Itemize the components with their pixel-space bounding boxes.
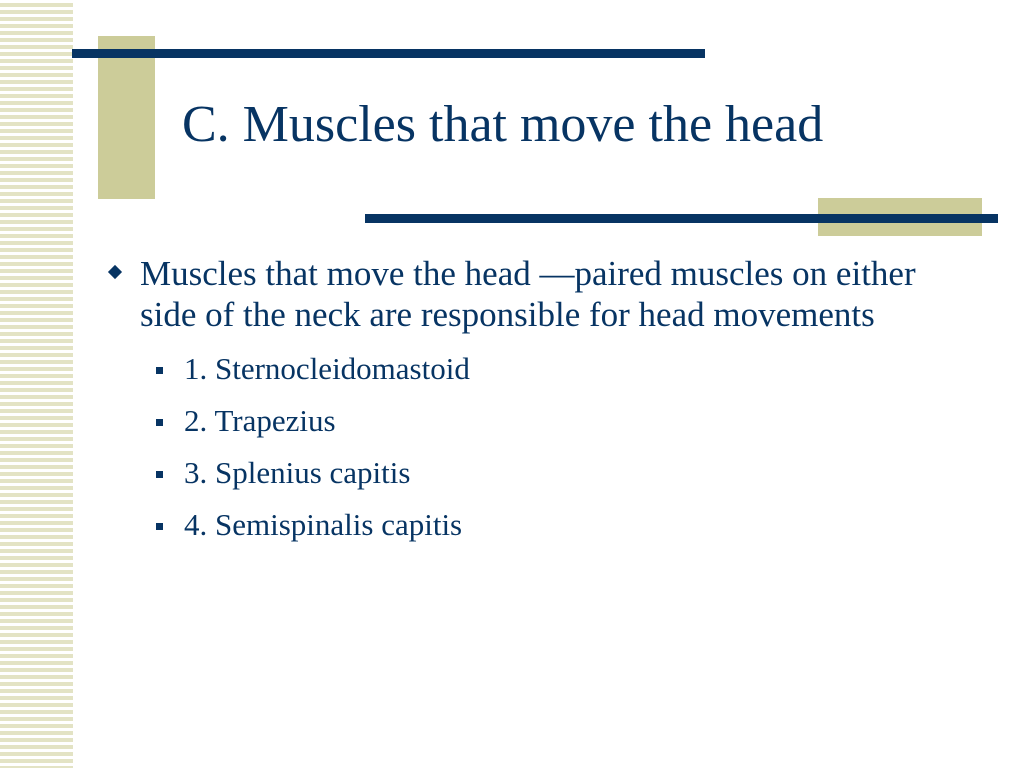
left-stripe-decoration	[0, 0, 73, 768]
muscle-list	[108, 343, 928, 551]
list-item-label: 2. Trapezius	[184, 403, 336, 438]
diamond-bullet-icon	[108, 265, 122, 279]
accent-block-left	[98, 36, 155, 199]
square-bullet-icon	[156, 419, 163, 426]
square-bullet-icon	[156, 523, 163, 530]
list-item-label: 3. Splenius capitis	[184, 455, 411, 490]
list-item-label: 1. Sternocleidomastoid	[184, 351, 470, 386]
square-bullet-icon	[156, 367, 163, 374]
list-item	[156, 395, 928, 447]
list-item	[156, 447, 928, 499]
list-item	[156, 499, 928, 551]
slide-title: C. Muscles that move the head	[182, 96, 824, 153]
title-rule-top	[72, 49, 705, 58]
list-item	[156, 343, 928, 395]
main-bullet	[108, 253, 928, 335]
list-item-label: 4. Semispinalis capitis	[184, 507, 463, 542]
square-bullet-icon	[156, 471, 163, 478]
main-bullet-text: Muscles that move the head —paired muscles on either side of the neck are responsible for head movements	[140, 254, 916, 334]
slide-content	[108, 253, 928, 551]
title-rule-bottom	[365, 214, 998, 223]
